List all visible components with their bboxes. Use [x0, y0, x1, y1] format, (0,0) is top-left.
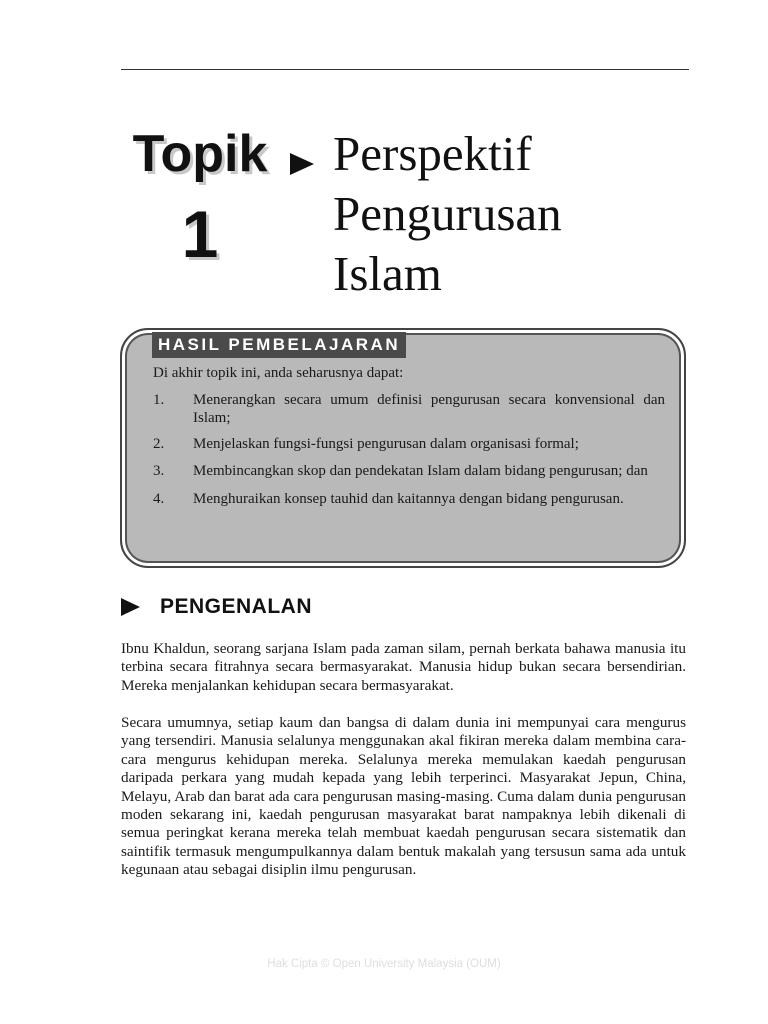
topic-number: 1 [181, 197, 219, 271]
learning-outcomes-intro: Di akhir topik ini, anda seharusnya dapat: [153, 365, 404, 381]
learning-outcomes-list [153, 391, 665, 508]
list-item [153, 435, 665, 453]
list-item-number: 1. [153, 392, 165, 408]
list-item [153, 391, 665, 427]
list-item-text: Membincangkan skop dan pendekatan Islam dalam bidang pengurusan; dan [193, 463, 648, 479]
triangle-right-icon [121, 598, 140, 616]
list-item-number: 3. [153, 463, 165, 479]
title-line: Pengurusan [333, 186, 562, 241]
learning-outcomes-label: HASIL PEMBELAJARAN [152, 332, 406, 358]
list-item [153, 462, 665, 480]
list-item-text: Menerangkan secara umum definisi pengurusan secara konvensional dan Islam; [193, 392, 665, 426]
title-line: Perspektif [333, 126, 532, 181]
paragraph: Ibnu Khaldun, seorang sarjana Islam pada zaman silam, pernah berkata bahawa manusia itu terbina secara fitrahnya secara bermasyarakat. Manusia hidup bukan secara bersendirian. Mereka menjalankan kehidupan secara bermasyarakat. [121, 640, 686, 694]
top-rule [121, 69, 689, 70]
triangle-right-icon [290, 153, 314, 175]
page-title [333, 124, 673, 304]
list-item-number: 4. [153, 491, 165, 507]
list-item-text: Menghuraikan konsep tauhid dan kaitannya dengan bidang pengurusan. [193, 491, 624, 507]
topic-badge [120, 124, 280, 272]
list-item-text: Menjelaskan fungsi-fungsi pengurusan dalam organisasi formal; [193, 436, 579, 452]
list-item [153, 490, 665, 508]
list-item-number: 2. [153, 436, 165, 452]
section-heading: PENGENALAN [160, 595, 313, 618]
title-line: Islam [333, 246, 442, 301]
copyright-footer: Hak Cipta © Open University Malaysia (OUM) [267, 958, 501, 970]
topic-word: Topik [132, 125, 268, 183]
paragraph: Secara umumnya, setiap kaum dan bangsa di dalam dunia ini mempunyai cara mengurus yang tersendiri. Manusia selalunya menggunakan akal fikiran mereka dalam membina cara-cara mengurus kehidupan mereka. Selalunya mereka memulakan kaedah pengurusan daripada perkara yang mudah kepada yang lebih terperinci. Masyarakat Jepun, China, Melayu, Arab dan barat ada cara pengurusan masing-masing. Cuma dalam dunia pengurusan moden sekarang ini, kaedah pengurusan masyarakat barat nampaknya lebih dikenali di semua peringkat kerana mereka telah membuat kaedah pengurusan secara sistematik dan saintifik termasuk mengumpulkannya dalam bentuk makalah yang tersusun sama ada untuk kegunaan atau sebagai disiplin ilmu pengurusan. [121, 714, 686, 879]
